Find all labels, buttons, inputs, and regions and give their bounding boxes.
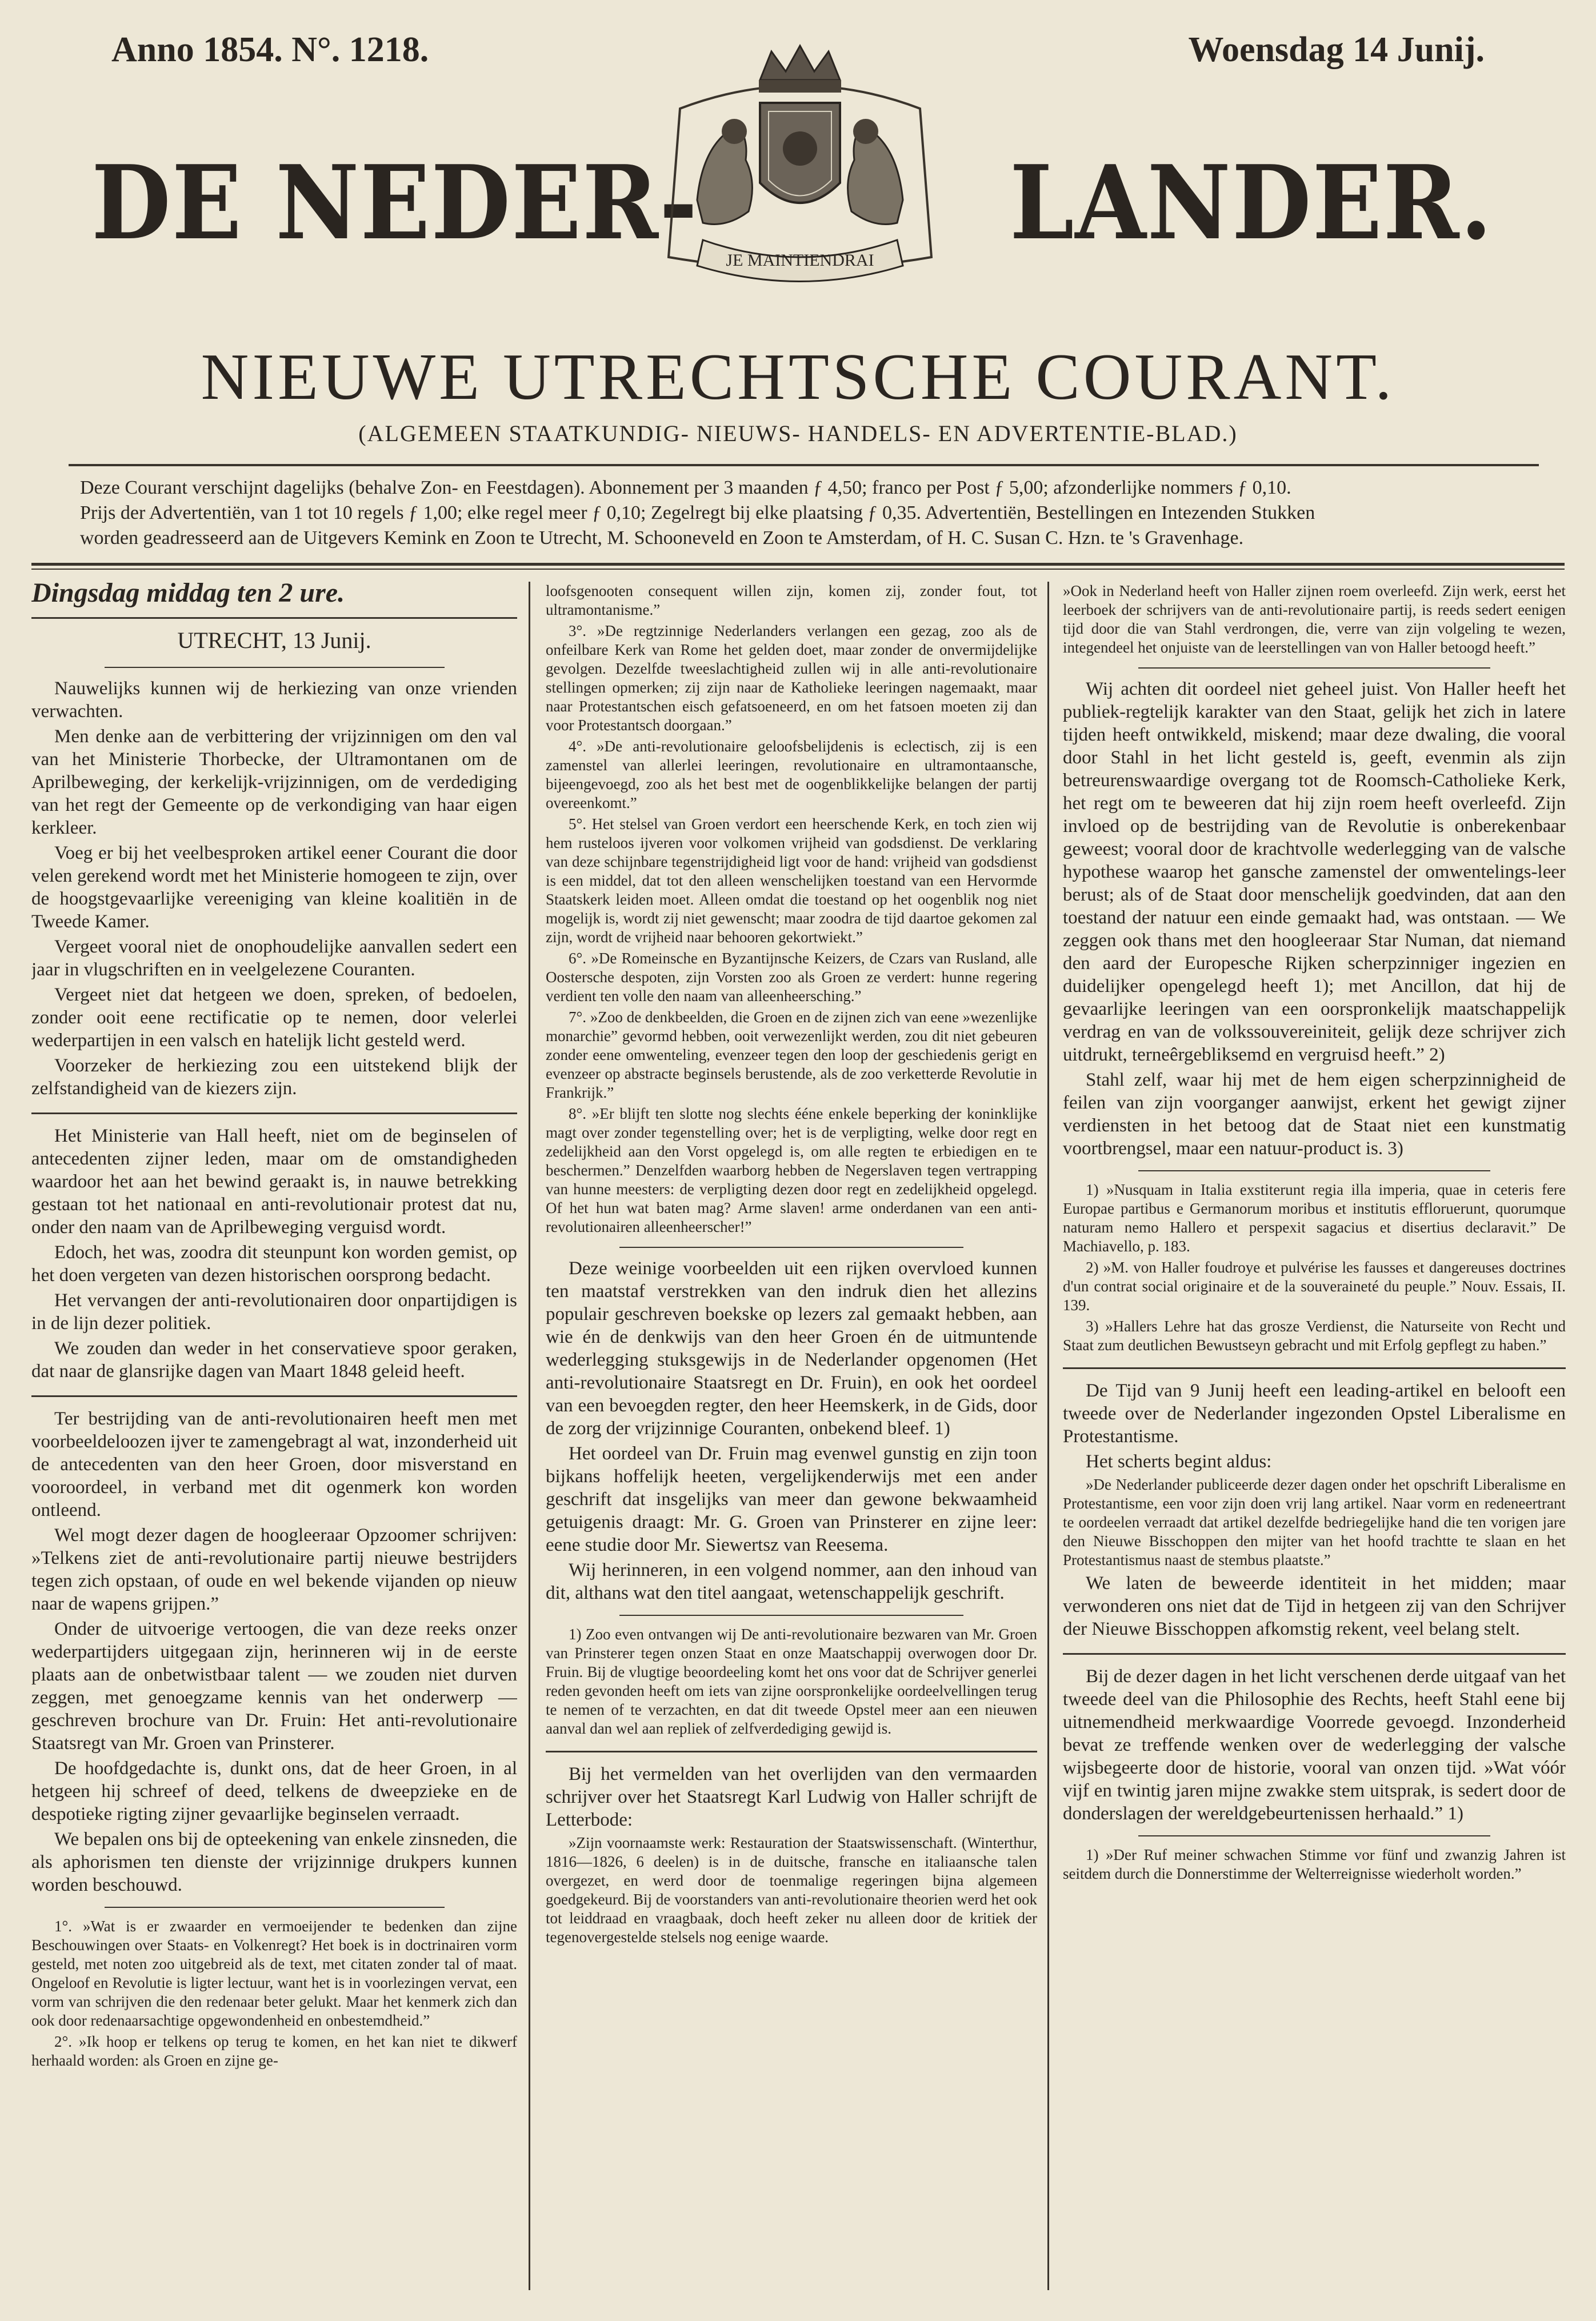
paragraph: Voeg er bij het veelbesproken artikel eener Courant die door velen gerekend wordt met het Ministerie homogeen te zijn, over de hoogstgevaarlijke vereeniging van kleine koalitiën in de Tweede Kamer. <box>31 843 517 932</box>
separator <box>31 1395 517 1397</box>
paragraph: Deze weinige voorbeelden uit een rijken overvloed kunnen ten maatstaf verstrekken van den indruk dien het allezins populair geschreven boekske op lezers zal gemaakt hebben, aan wie én de denkwijs van den heer Groen én de uitmuntende wederlegging stuksgewijs in de Nederlander opgenomen (Het anti-revolutionaire Staatsregt en Dr. Fruin), en ook het oordeel van een bevoegden regter, den heer Heemskerk, in de Gids, door de zorg der vrijzinnige Couranten, onbekend bleef. 1) <box>546 1258 1037 1439</box>
separator <box>1063 1653 1566 1655</box>
paragraph: Voorzeker de herkiezing zou een uitstekend blijk der zelfstandigheid van de kiezers zijn. <box>31 1055 517 1099</box>
paragraph: Stahl zelf, waar hij met de hem eigen scherpzinnigheid de feilen van zijn voorganger aanwijst, erkent het gewigt zijner verdiensten in het betoog dat de Staat niet een kunstmatig voortbrengsel, maar een natuur-product is. 3) <box>1063 1070 1566 1159</box>
paragraph: We zouden dan weder in het conservatieve spoor geraken, dat naar de glansrijke dagen van Maart 1848 geleid heeft. <box>31 1338 517 1382</box>
title-left: DE NEDER- <box>91 143 699 262</box>
paragraph: Wij herinneren, in een volgend nommer, aan den inhoud van dit, althans wat den titel aangaat, wetenschappelijk geschrift. <box>546 1560 1037 1603</box>
quote-paragraph: 2°. »Ik hoop er telkens op terug te komen, en het kan niet te dikwerf herhaald worden: als Groen en zijne ge- <box>31 2033 517 2069</box>
paragraph: Vergeet vooral niet de onophoudelijke aanvallen sedert een jaar in vlugschriften en in veelgelezene Couranten. <box>31 937 517 980</box>
column-3 <box>1063 582 1566 2290</box>
footnote: 1) Zoo even ontvangen wij De anti-revolutionaire bezwaren van Mr. Groen van Prinsterer tegen onzen Staat en onze Maatschappij overwogen door Dr. Fruin. Bij de vlugtige beoordeeling komt het ons voor dat de Schrijver generlei reden gevonden heeft om iets van zijne oorspronkelijke oordeelvellingen terug te nemen of te verzachten, en dat dit tweede Opstel meer aan een nieuwen aanval dan wel aan repliek of zelfverdediging gewijd is. <box>546 1626 1037 1737</box>
subsubtitle: (ALGEMEEN STAATKUNDIG- NIEUWS- HANDELS- EN ADVERTENTIE-BLAD.) <box>358 421 1238 446</box>
paragraph: Bij de dezer dagen in het licht verschenen derde uitgaaf van het tweede deel van die Philosophie des Rechts, heeft Stahl eene bij uitnemendheid merkwaardige Voorrede gevoegd. Inzonderheid bevat ze treffende wenken over de wederlegging der valsche wijsbegeerte door de historie, vooral van onzen tijd. »Wat vóór vijf en twintig jaren mijne zwakke stem uitsprak, is sedert door de donderslagen der wereldgebeurtenissen herhaald.” 1) <box>1063 1666 1566 1824</box>
quote-paragraph: 7°. »Zoo de denkbeelden, die Groen en de zijnen zich van eene »wezenlijke monarchie” gevormd hebben, ooit verwezenlijkt werden, zou dit niet gebeuren zonder eene omwenteling, evenzeer tegen den loop der geschiedenis gerigt en evenzeer op abstracte beginsels berustende, als de zoo verketterde Revolutie in Frankrijk.” <box>546 1009 1037 1101</box>
masthead-rule-bottom <box>31 563 1565 566</box>
separator <box>1138 1170 1490 1171</box>
quote-paragraph: »De Nederlander publiceerde dezer dagen onder het opschrift Liberalisme en Protestantisme, een voor zijn doen vrij lang artikel. Naar vorm en redeneertrant te oordeelen verraadt dat artikel dezelfde bedriegelijke hand die ten vorigen jare den Nieuwe Bisschoppen den mijter van het hoofd trachtte te slaan en het Protestantismus naast de stembus plaatste.” <box>1063 1476 1566 1568</box>
notice-line: Prijs der Advertentiën, van 1 tot 10 regels ƒ 1,00; elke regel meer ƒ 0,10; Zegelregt bij elke plaatsing ƒ 0,35. Advertentiën, Bestellingen en Intezenden Stukken <box>80 502 1315 523</box>
quote-paragraph: »Ook in Nederland heeft von Haller zijnen roem overleefd. Zijn werk, eerst het leerboek der schrijvers van de anti-revolutionaire partij, is reeds sedert eenigen tijd door die van Stahl verdrongen, die, verre van zijn volgeling te wezen, integendeel het onjuiste van de leerstellingen van von Haller betoogd heeft.” <box>1063 582 1566 656</box>
paragraph: Bij het vermelden van het overlijden van den vermaarden schrijver over het Staatsregt Karl Ludwig von Haller schrijft de Letterbode: <box>546 1764 1037 1830</box>
quote-paragraph: 8°. »Er blijft ten slotte nog slechts ééne enkele beperking der koninklijke magt over zonder tegenstelling over; het is de verpligting, welke door regt en zedelijkheid aan den Vorst opgelegd is, om alle regten te erbiedigen en te beschermen.” Denzelfden waarborg hebben de Negerslaven tegen vertrapping van hunne meesters: de verpligting dezen door regt en zedelijkheid opgelegd. Of het hun wat baten mag? Arme slaven! arme onderdanen van een anti-revolutionairen alleenheerscher!” <box>546 1105 1037 1235</box>
quote-paragraph: loofsgenooten consequent willen zijn, komen zij, zonder fout, tot ultramontanisme.” <box>546 582 1037 618</box>
paragraph: Vergeet niet dat hetgeen we doen, spreken, of bedoelen, zonder ooit eene rectificatie op te nemen, door velerlei wederpartijen in een valsch en hatelijk licht gesteld werd. <box>31 985 517 1051</box>
paragraph: Onder de uitvoerige vertoogen, die van deze reeks onzer wederpartijders uitgegaan zijn, herinneren wij in de eerste plaats aan de onbetwistbaar talent — we zouden niet durven zeggen, met genoegzame kennis van het onderwerp — geschreven brochure van Dr. Fruin: Het anti-revolutionaire Staatsregt van Mr. Groen van Prinsterer. <box>31 1619 517 1754</box>
paragraph: Het Ministerie van Hall heeft, niet om de beginselen of antecedenten zijner leden, maar om de omstandigheden waardoor het aan het bewind geraakt is, in nauwe betrekking gestaan tot het nationaal en anti-revolutionair protest dat nu, onder den naam van de Aprilbeweging verguisd wordt. <box>31 1126 517 1238</box>
separator <box>1138 1835 1490 1836</box>
quote-paragraph: 5°. Het stelsel van Groen verdort een heerschende Kerk, en toch zien wij hem rusteloos ijveren voor volkomen vrijheid van godsdienst. De verklaring van deze schijnbare tegenstrijdigheid ligt voor de hand: vrijheid van godsdienst is een middel, dat tot den alleen wenschelijken toestand van een Hervormde Staatskerk leiden moet. Alleen omdat die toestand op het oogenblik nog niet mogelijk is, wordt zij niet gewenscht; maar zoodra de tijd daartoe gekomen zal zijn, wordt de vrijheid naar behooren gekortwiekt.” <box>546 815 1037 946</box>
separator <box>31 1113 517 1114</box>
notice-line: worden geadresseerd aan de Uitgevers Kemink en Zoon te Utrecht, M. Schooneveld en Zoon te Amsterdam, of H. C. Susan C. Hzn. te 's Gravenhage. <box>80 527 1244 549</box>
footnote: 3) »Hallers Lehre hat das grosze Verdienst, die Naturseite von Recht und Staat zum deutlichen Bewustseyn gebracht und mit Erfolg gepflegt zu haben.” <box>1063 1318 1566 1354</box>
footnote: 1) »Der Ruf meiner schwachen Stimme vor fünf und zwanzig Jahren ist seitdem durch die Donnerstimme der Welterreignisse wiederholt worden.” <box>1063 1846 1566 1882</box>
separator <box>105 1907 445 1908</box>
separator <box>546 1751 1037 1752</box>
paragraph: We laten de beweerde identiteit in het midden; maar verwonderen ons niet dat de Tijd in hetgeen zij van den Schrijver der Nieuwe Bisschoppen afkomstig rekent, veel belang stelt. <box>1063 1573 1566 1639</box>
edition-line: Dingsdag middag ten 2 ure. <box>31 582 345 608</box>
separator <box>619 1247 963 1248</box>
crest-emblem-icon <box>634 40 966 297</box>
paragraph: Het vervangen der anti-revolutionairen door onpartijdigen is in de lijn dezer politiek. <box>31 1290 517 1334</box>
separator <box>619 1615 963 1616</box>
column-divider <box>1047 582 1049 2290</box>
dateline: UTRECHT, 13 Junij. <box>177 627 371 653</box>
subscription-notice <box>80 475 1527 551</box>
paragraph: Wij achten dit oordeel niet geheel juist. Von Haller heeft het publiek-regtelijk karakter van den Staat, gelijk het zich in latere tijden heeft ontwikkeld, miskend; maar deze dwaling, die vooral door Stahl in het licht gesteld is, geeft, evenmin als zijn betreurenswaardige overgang tot de Roomsch-Catholieke Kerk, het regt om te beweeren dat hij zijn roem heeft overleefd. Zijn invloed op de bestrijding van de Revolutie is onberekenbaar geweest; vooral door de krachtvolle wederlegging van de valsche hypothese waarop het gansche zamenstel der omwentelings-leer berust; als of de Staat door menschelijk goedvinden, dat aan den toestand der natuur een einde gemaakt had, was ontstaan. — We zeggen ook thans met den hoogleeraar Star Numan, dat niemand den aard der Europesche Rijken scherpzinniger ingezien en duidelijker opengelegd heeft 1); met Ancillon, dat hij de gevaarlijke leeringen van een oorspronkelijk maatschappelijk verdrag en van de volkssouvereiniteit, gelijk deze schrijver zich uitdrukt, terneêrgebliksemd en vergruisd heeft.” 2) <box>1063 679 1566 1065</box>
crest-motto: JE MAINTIENDRAI <box>726 251 874 270</box>
separator <box>31 617 517 619</box>
paragraph: Wel mogt dezer dagen de hoogleeraar Opzoomer schrijven: »Telkens ziet de anti-revolutionaire partij nieuwe bestrijders tegen zich opstaan, of oude en wel bekende vijanden op nieuw naar de wapens grijpen.” <box>31 1525 517 1614</box>
paragraph: Men denke aan de verbittering der vrijzinnigen om den val van het Ministerie Thorbecke, der Ultramontanen om de Aprilbeweging, der kerkelijk-vrijzinnigen, om de verdediging van het regt der Gemeente op de verkondiging van haar eigen kerkleer. <box>31 726 517 838</box>
column-1 <box>31 582 517 2290</box>
quote-paragraph: »Zijn voornaamste werk: Restauration der Staatswissenschaft. (Winterthur, 1816—1826, 6 deelen) is in de duitsche, fransche en italiaansche talen overgezet, en werd door de toenmalige regeringen bijna algemeen goedgekeurd. Bij de voorstanders van anti-revolutionaire theorien werd het ook tot leiddraad en vraagbaak, doch heeft zeker nu alleen door de kritiek der tegenovergestelde stelsels nog eenige waarde. <box>546 1834 1037 1946</box>
paragraph: De hoofdgedachte is, dunkt ons, dat de heer Groen, in al hetgeen hij schreef of deed, telkens de dweepzieke en de despotieke rigting zijner gevaarlijke beginselen verraadt. <box>31 1758 517 1824</box>
paragraph: Het scherts begint aldus: <box>1086 1451 1272 1472</box>
footnote: 2) »M. von Haller foudroye et pulvérise les fausses et dangereuses doctrines d'un contrat social originaire et de la souveraineté du peuple.” Nouv. Essais, II. 139. <box>1063 1259 1566 1314</box>
paragraph: Het oordeel van Dr. Fruin mag evenwel gunstig en zijn toon bijkans hoffelijk heeten, vergelijkenderwijs met een ander geschrift dat insgelijks van meer dan gewone bekwaamheid getuigenis draagt: Mr. G. Groen van Prinsterer en zijne leer: eene studie door Mr. Siewertsz van Reesema. <box>546 1443 1037 1555</box>
separator <box>1063 1367 1566 1369</box>
issue-date: Woensdag 14 Junij. <box>1188 30 1485 69</box>
notice-line: Deze Courant verschijnt dagelijks (behalve Zon- en Feestdagen). Abonnement per 3 maanden ƒ 4,50; franco per Post ƒ 5,00; afzonderlijke nommers ƒ 0,10. <box>80 477 1291 498</box>
column-divider <box>529 582 530 2290</box>
quote-paragraph: 3°. »De regtzinnige Nederlanders verlangen een gezag, zoo als de onfeilbare Kerk van Rome het gelden doet, maar zonder de onvermijdelijke gevolgen. Dezelfde tweeslachtigheid zullen wij in alle anti-revolutionaire stellingen opmerken; zij zijn naar de Katholieke leeringen nagemaakt, maar naar Protestantschen eisch gefatsoeneerd, en om het fatsoen moeten zij dan voor Protestantsch doorgaan.” <box>546 622 1037 734</box>
paragraph: Nauwelijks kunnen wij de herkiezing van onze vrienden verwachten. <box>31 678 517 722</box>
masthead-rule-top <box>69 464 1539 466</box>
paragraph: Ter bestrijding van de anti-revolutionairen heeft men met voorbeeldeloozen ijver te zamengebragt al wat, inzonderheid uit de antecedenten van den heer Groen, door misverstand en vooroordeel, in verband met dit ogenmerk kon worden ontleend. <box>31 1408 517 1520</box>
quote-paragraph: 1°. »Wat is er zwaarder en vermoeijender te bedenken dan zijne Beschouwingen over Staats- en Volkenregt? Het boek is in doctrinairen vorm gesteld, met noten zoo uitgebreid als de text, met citaten zonder tal of maat. Ongeloof en Revolutie is ligter lectuur, want het is in voorlezingen vervat, een vorm van schrijven die den redenaar beter gelukt. Maar het kenmerk zich dan ook door redenaarsachtige opgewondenheid en onbestemdheid.” <box>31 1918 517 2029</box>
paragraph: De Tijd van 9 Junij heeft een leading-artikel en belooft een tweede over de Nederlander ingezonden Opstel Liberalisme en Protestantisme. <box>1063 1380 1566 1447</box>
quote-paragraph: 4°. »De anti-revolutionaire geloofsbelijdenis is eclectisch, zij is een zamenstel van allerlei leeringen, revolutionaire en ultramontaansche, bijeengevoegd, zoo als het best met de oogenblikkelijke belangen der partij overeenkomt.” <box>546 738 1037 811</box>
footnote: 1) »Nusquam in Italia exstiterunt regia illa imperia, quae in ceteris fere Europae partibus e Germanorum moribus et institutis effloruerunt, quorumque naturam nemo Hallero et perspexit sagacius et disertius declaravit.” De Machiavello, p. 183. <box>1063 1181 1566 1255</box>
separator <box>1138 667 1490 669</box>
paragraph: Edoch, het was, zoodra dit steunpunt kon worden gemist, op het doen vergeten van dezen historischen oorsprong bedacht. <box>31 1242 517 1286</box>
quote-paragraph: 6°. »De Romeinsche en Byzantijnsche Keizers, de Czars van Rusland, alle Oostersche despoten, zijn Vorsten zoo als Groen ze verdert: hunne regering verdient ten volle den naam van alleenheersching.” <box>546 950 1037 1005</box>
separator <box>105 667 445 668</box>
column-2 <box>546 582 1037 2290</box>
issue-number: Anno 1854. N°. 1218. <box>111 30 429 69</box>
title-right: LANDER. <box>1010 143 1493 262</box>
masthead-rule-bottom-thin <box>31 569 1565 570</box>
subtitle: NIEUWE UTRECHTSCHE COURANT. <box>201 341 1395 414</box>
paragraph: We bepalen ons bij de opteekening van enkele zinsneden, die als aphorismen ten dienste der vrijzinnige drukpers kunnen worden beschouwd. <box>31 1829 517 1895</box>
